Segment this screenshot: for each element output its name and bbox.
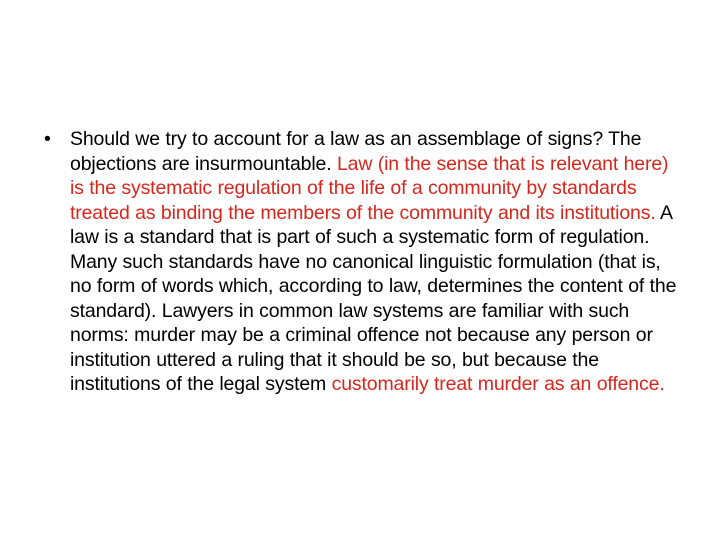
text-segment-highlight-definition: Law (in the sense that is relevant here) is the systematic regulation of the life of a community by standards treated as binding the members of the community and its institutions. xyxy=(70,152,669,224)
bullet-point xyxy=(44,127,684,397)
text-segment-body: A law is a standard that is part of such a systematic form of regulation. Many such standards have no canonical linguistic formulation (that is, no form of words which, according to law, determines the content of the standard). Lawyers in common law systems are familiar with such norms: murder may be a criminal offence not because any person or institution uttered a ruling that it should be so, but because the institutions of the legal system xyxy=(70,201,677,395)
text-segment-intro: Should we try to account for a law as an assemblage of signs? The objections are insurmountable. xyxy=(70,128,642,175)
bullet-paragraph xyxy=(70,127,684,397)
bullet-icon: • xyxy=(44,128,51,150)
text-segment-highlight-custom: customarily treat murder as an offence. xyxy=(331,373,665,395)
